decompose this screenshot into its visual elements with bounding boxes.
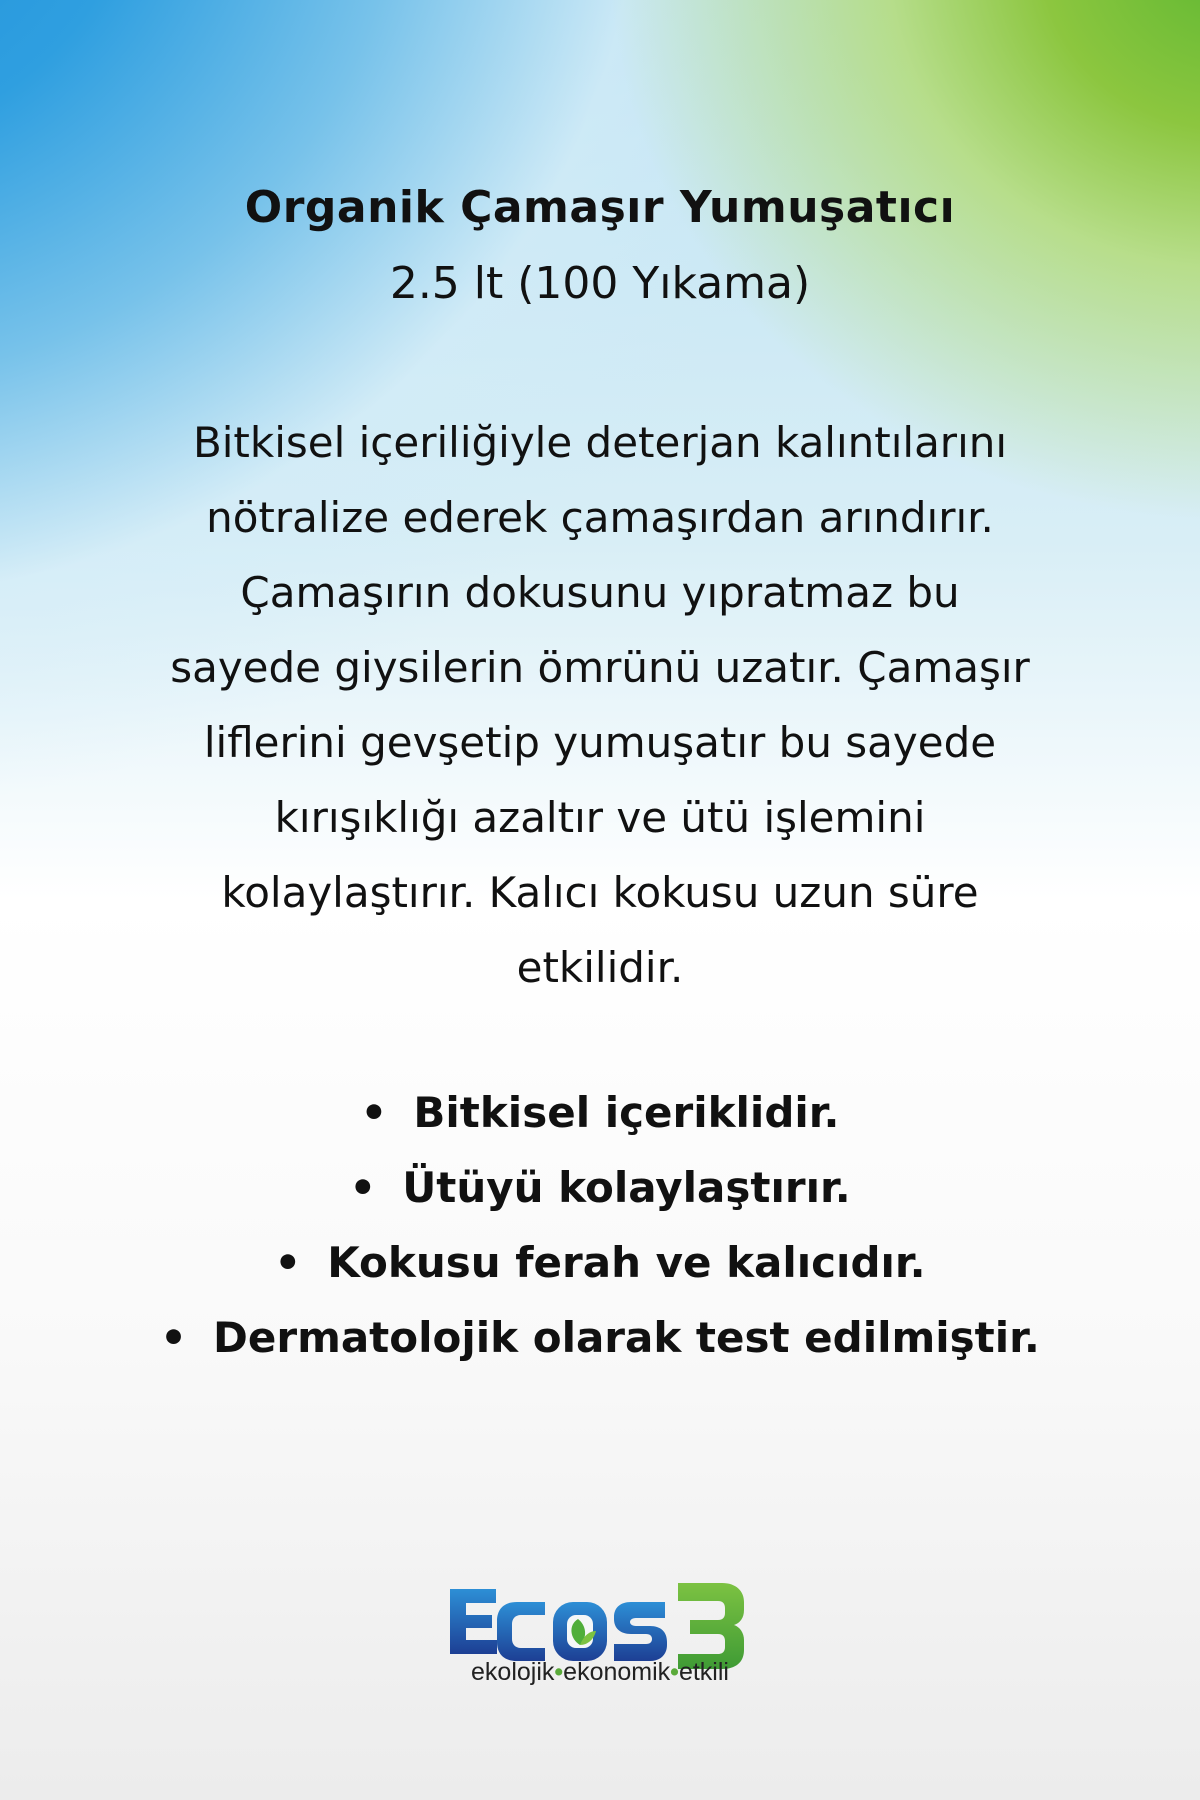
bullet-icon: • bbox=[274, 1238, 302, 1287]
description-line: Bitkisel içeriliğiyle deterjan kalıntılarını bbox=[192, 418, 1008, 467]
feature-text: Kokusu ferah ve kalıcıdır. bbox=[327, 1238, 926, 1287]
description-line: kırışıklığı azaltır ve ütü işlemini bbox=[274, 793, 926, 842]
bullet-icon: • bbox=[360, 1088, 388, 1137]
product-description bbox=[150, 405, 1050, 1005]
feature-item bbox=[0, 1150, 1200, 1225]
description-line: Çamaşırın dokusunu yıpratmaz bu bbox=[240, 568, 960, 617]
description-line: sayede giysilerin ömrünü uzatır. Çamaşır bbox=[170, 643, 1030, 692]
dot-separator-icon: • bbox=[554, 1658, 564, 1686]
product-volume: 2.5 lt (100 Yıkama) bbox=[389, 258, 811, 309]
feature-text: Dermatolojik olarak test edilmiştir. bbox=[213, 1313, 1040, 1362]
feature-text: Ütüyü kolaylaştırır. bbox=[402, 1163, 851, 1212]
feature-text: Bitkisel içeriklidir. bbox=[413, 1088, 840, 1137]
description-line: liflerini gevşetip yumuşatır bu sayede bbox=[203, 718, 997, 767]
description-line: kolaylaştırır. Kalıcı kokusu uzun süre bbox=[221, 868, 979, 917]
feature-list bbox=[0, 1075, 1200, 1375]
feature-item bbox=[0, 1300, 1200, 1375]
description-line: nötralize ederek çamaşırdan arındırır. bbox=[206, 493, 994, 542]
brand-tagline bbox=[430, 1658, 770, 1687]
bullet-icon: • bbox=[349, 1163, 377, 1212]
description-line: etkilidir. bbox=[516, 943, 684, 992]
tagline-word: etkili bbox=[678, 1658, 729, 1686]
feature-item bbox=[0, 1075, 1200, 1150]
product-title: Organik Çamaşır Yumuşatıcı bbox=[244, 182, 956, 233]
tagline-word: ekolojik bbox=[471, 1658, 555, 1686]
tagline-word: ekonomik bbox=[563, 1658, 671, 1686]
feature-item bbox=[0, 1225, 1200, 1300]
dot-separator-icon: • bbox=[670, 1658, 679, 1686]
bullet-icon: • bbox=[160, 1313, 188, 1362]
